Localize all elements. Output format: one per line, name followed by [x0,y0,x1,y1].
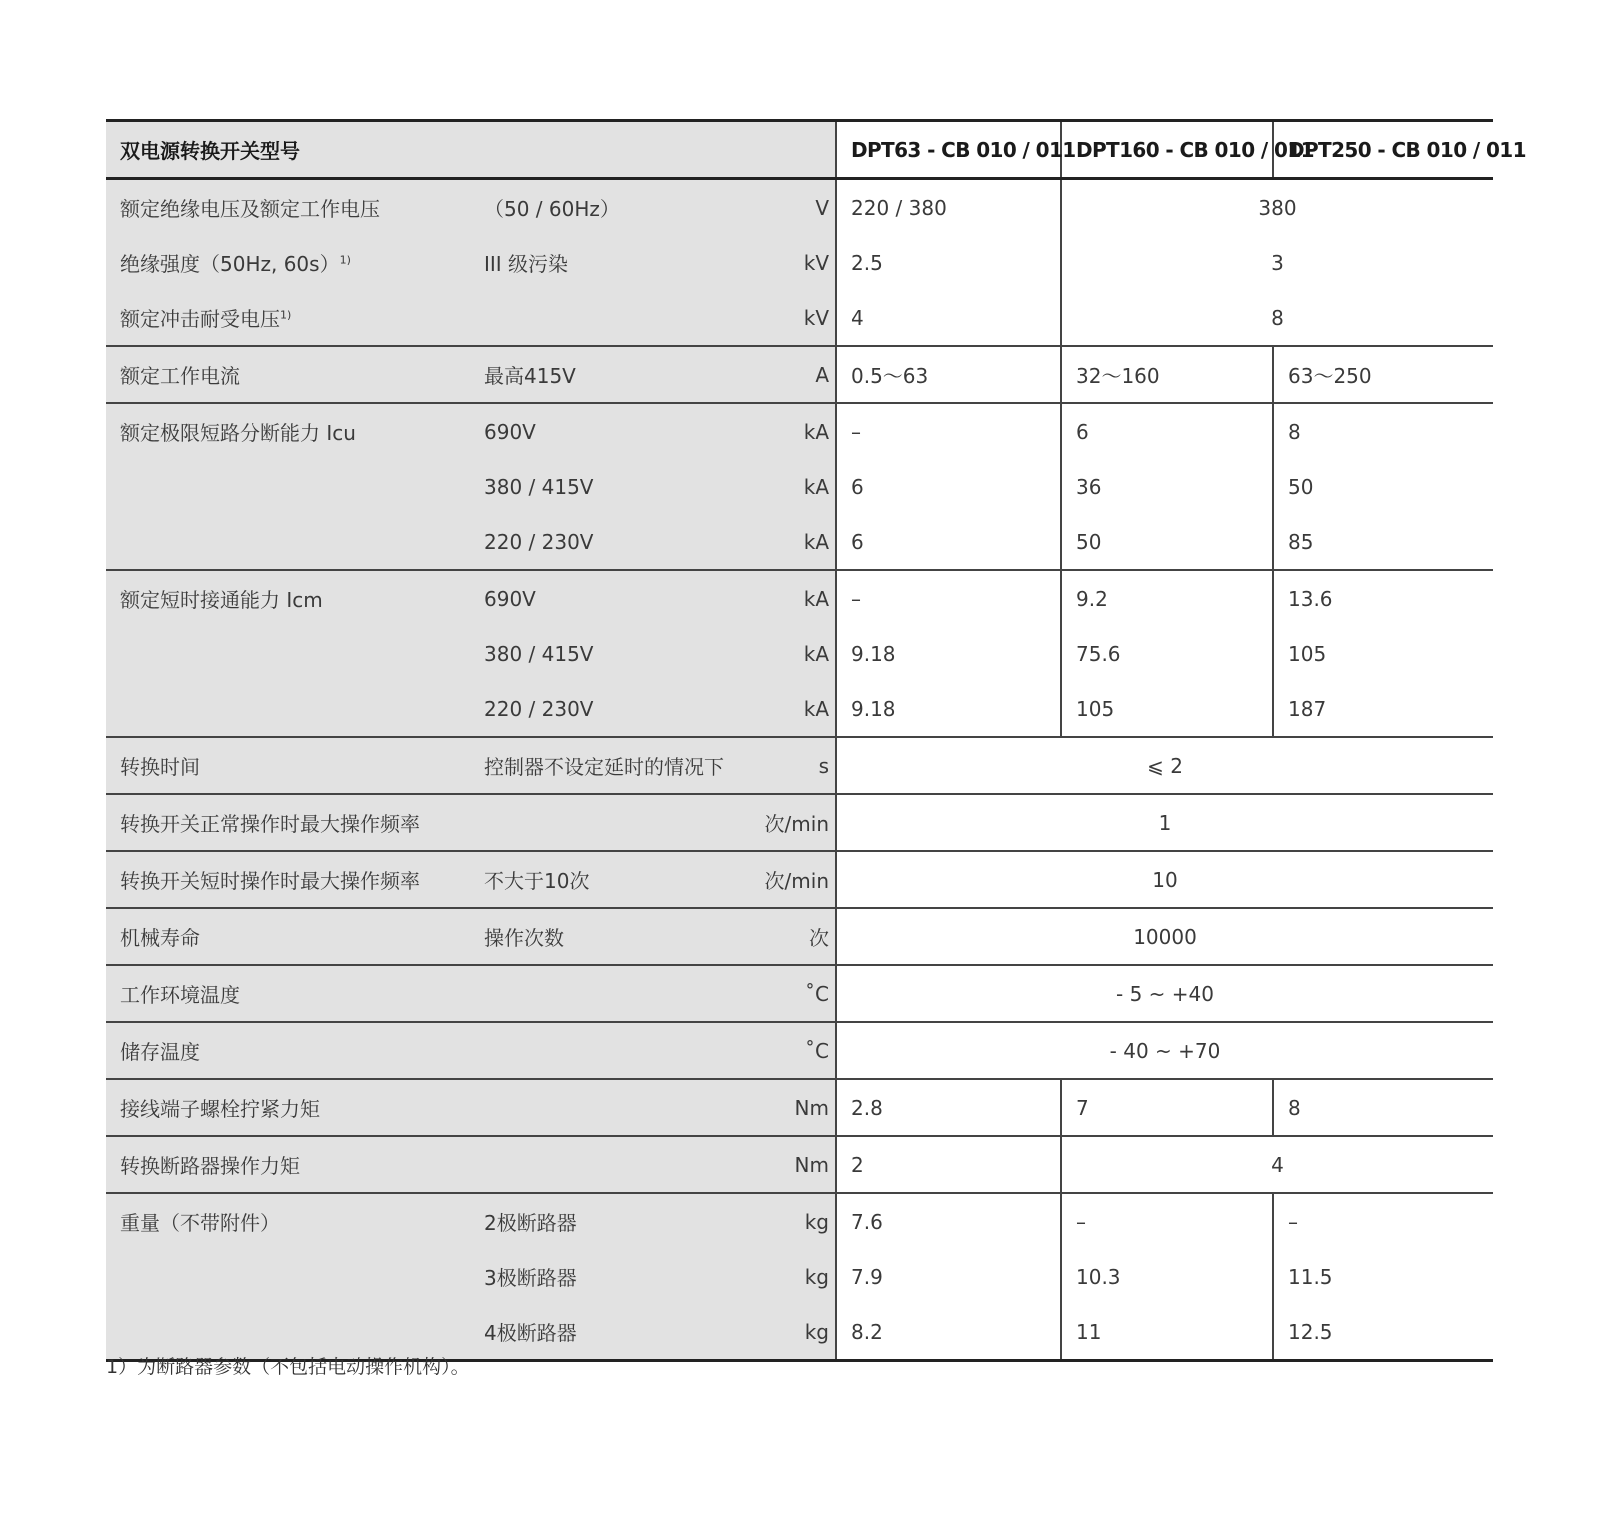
value-all-models: ⩽ 2 [836,737,1493,794]
row-condition: 380 / 415V [470,626,752,681]
value-dpt250: 105 [1273,626,1493,681]
value-dpt160-250: 3 [1061,235,1493,290]
value-dpt160: 10.3 [1061,1249,1273,1304]
value-dpt63: 4 [836,290,1061,346]
row-unit: V [752,179,836,236]
row-label: 重量（不带附件） [106,1193,470,1249]
row-label: 转换开关正常操作时最大操作频率 [106,794,470,851]
header-row [106,121,1493,179]
value-dpt63: 2.5 [836,235,1061,290]
row-unit: Nm [752,1136,836,1193]
spec-table [106,119,1526,1362]
value-dpt250: 13.6 [1273,570,1493,626]
table-row [106,290,1493,346]
row-condition: III 级污染 [470,235,752,290]
value-all-models: - 40 ~ +70 [836,1022,1493,1079]
model-dpt63: DPT63 - CB 010 / 011 [836,121,1061,179]
value-dpt63: 2 [836,1136,1061,1193]
row-unit: 次/min [752,794,836,851]
value-dpt160: 50 [1061,514,1273,570]
row-label: 转换开关短时操作时最大操作频率 [106,851,470,908]
value-dpt250: 11.5 [1273,1249,1493,1304]
row-unit: 次/min [752,851,836,908]
value-dpt160: 11 [1061,1304,1273,1361]
row-label [106,626,470,681]
table-row [106,570,1493,626]
table-row [106,1249,1493,1304]
row-unit: kA [752,681,836,737]
value-dpt63: – [836,570,1061,626]
value-dpt250: 8 [1273,1079,1493,1136]
table-row [106,514,1493,570]
table-row [106,179,1493,236]
value-dpt250: 63～250 [1273,346,1493,403]
table-row [106,235,1493,290]
row-label: 额定工作电流 [106,346,470,403]
model-dpt160: DPT160 - CB 010 / 011 [1061,121,1273,179]
row-label [106,514,470,570]
row-condition [470,1079,752,1136]
row-unit: kA [752,403,836,459]
row-unit: kg [752,1249,836,1304]
table-row [106,403,1493,459]
row-condition: 不大于10次 [470,851,752,908]
row-condition [470,965,752,1022]
footnote: 1）为断路器参数（不包括电动操作机构）。 [106,1356,470,1378]
value-dpt250: 8 [1273,403,1493,459]
row-label: 额定绝缘电压及额定工作电压 [106,179,470,236]
model-dpt250: DPT250 - CB 010 / 011 [1273,121,1493,179]
row-label: 转换时间 [106,737,470,794]
header-label: 双电源转换开关型号 [106,121,836,179]
row-condition: 3极断路器 [470,1249,752,1304]
row-condition: 220 / 230V [470,514,752,570]
row-label [106,1249,470,1304]
row-label: 工作环境温度 [106,965,470,1022]
footnote-marker: 1) [280,308,292,322]
row-unit: ˚C [752,965,836,1022]
table-row [106,626,1493,681]
value-dpt63: 220 / 380 [836,179,1061,236]
row-label: 额定极限短路分断能力 Icu [106,403,470,459]
value-dpt160: 32～160 [1061,346,1273,403]
value-all-models: 10 [836,851,1493,908]
value-dpt63: 9.18 [836,626,1061,681]
table-row [106,794,1493,851]
row-unit: 次 [752,908,836,965]
row-unit: kg [752,1304,836,1361]
table-row [106,908,1493,965]
value-dpt160: 36 [1061,459,1273,514]
value-dpt63: 7.9 [836,1249,1061,1304]
value-dpt63: 8.2 [836,1304,1061,1361]
row-condition: 操作次数 [470,908,752,965]
row-label: 转换断路器操作力矩 [106,1136,470,1193]
table-row [106,1079,1493,1136]
row-label: 接线端子螺栓拧紧力矩 [106,1079,470,1136]
table-row [106,1136,1493,1193]
value-dpt250: 12.5 [1273,1304,1493,1361]
value-dpt63: 6 [836,459,1061,514]
row-unit: s [752,737,836,794]
table-row [106,1193,1493,1249]
value-dpt160: 7 [1061,1079,1273,1136]
row-unit: A [752,346,836,403]
value-dpt63: – [836,403,1061,459]
row-unit: kV [752,290,836,346]
row-condition: 690V [470,570,752,626]
row-label: 储存温度 [106,1022,470,1079]
row-label [106,235,470,290]
row-condition [470,290,752,346]
row-condition: 2极断路器 [470,1193,752,1249]
row-label [106,459,470,514]
value-dpt250: – [1273,1193,1493,1249]
value-dpt160-250: 8 [1061,290,1493,346]
row-label [106,681,470,737]
value-dpt63: 2.8 [836,1079,1061,1136]
row-condition: 最高415V [470,346,752,403]
row-label [106,290,470,346]
row-condition: 4极断路器 [470,1304,752,1361]
row-unit: Nm [752,1079,836,1136]
row-label: 额定短时接通能力 Icm [106,570,470,626]
row-unit: kA [752,514,836,570]
row-label-text: 额定冲击耐受电压 [120,307,280,331]
row-condition: 380 / 415V [470,459,752,514]
value-dpt250: 85 [1273,514,1493,570]
value-dpt160-250: 380 [1061,179,1493,236]
table-row [106,851,1493,908]
value-dpt63: 6 [836,514,1061,570]
footnote-marker: 1) [339,253,351,267]
row-condition: 690V [470,403,752,459]
value-dpt63: 9.18 [836,681,1061,737]
row-condition: （50 / 60Hz） [470,179,752,236]
row-unit: kA [752,626,836,681]
row-label: 机械寿命 [106,908,470,965]
table-row [106,1022,1493,1079]
value-dpt160: 9.2 [1061,570,1273,626]
row-condition: 控制器不设定延时的情况下 [470,737,752,794]
value-all-models: 10000 [836,908,1493,965]
table-row [106,737,1493,794]
value-dpt250: 187 [1273,681,1493,737]
value-dpt63: 7.6 [836,1193,1061,1249]
value-all-models: 1 [836,794,1493,851]
row-unit: ˚C [752,1022,836,1079]
value-dpt160: – [1061,1193,1273,1249]
row-unit: kV [752,235,836,290]
value-dpt250: 50 [1273,459,1493,514]
value-dpt160: 105 [1061,681,1273,737]
row-unit: kA [752,459,836,514]
value-dpt160: 6 [1061,403,1273,459]
row-condition [470,1136,752,1193]
table-row [106,965,1493,1022]
table-row [106,681,1493,737]
value-dpt160-250: 4 [1061,1136,1493,1193]
table-row [106,346,1493,403]
value-all-models: - 5 ~ +40 [836,965,1493,1022]
row-condition: 220 / 230V [470,681,752,737]
table-row [106,459,1493,514]
value-dpt160: 75.6 [1061,626,1273,681]
value-dpt63: 0.5～63 [836,346,1061,403]
row-unit: kA [752,570,836,626]
row-condition [470,794,752,851]
row-condition [470,1022,752,1079]
row-label-text: 绝缘强度（50Hz, 60s） [120,252,340,276]
row-unit: kg [752,1193,836,1249]
